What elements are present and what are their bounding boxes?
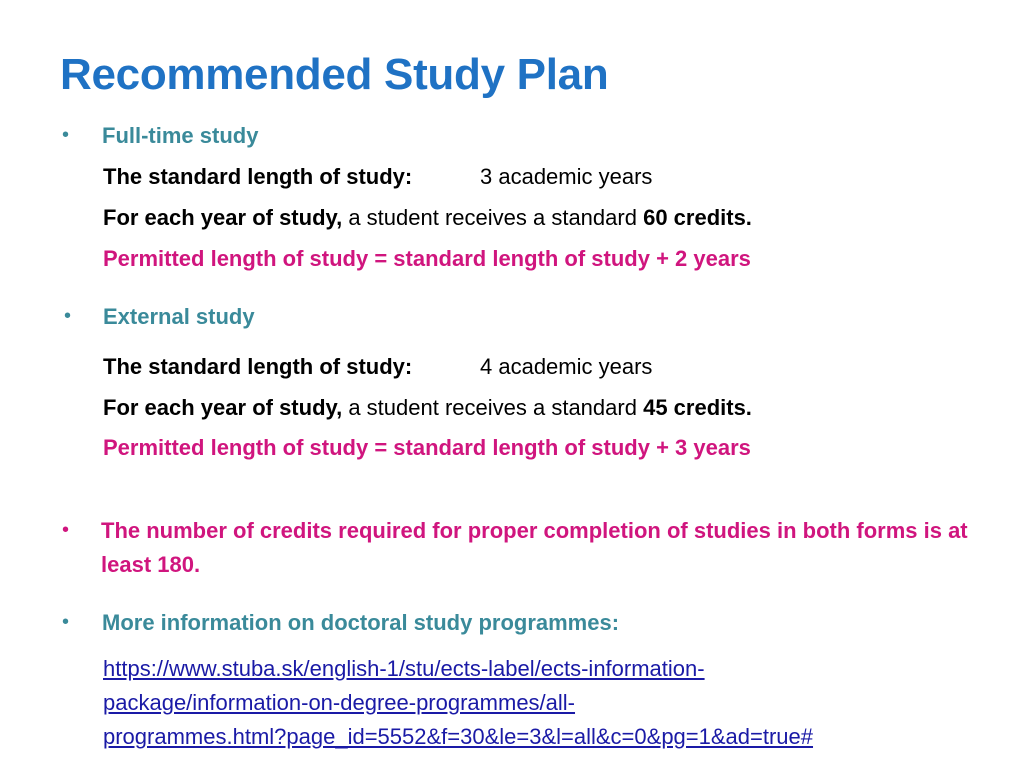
- fulltime-heading: Full-time study: [102, 123, 259, 148]
- fulltime-permitted-length: Permitted length of study = standard length of study + 2 years: [103, 246, 751, 271]
- external-length-label: The standard length of study:: [103, 354, 413, 379]
- bullet-fulltime: •: [62, 124, 70, 146]
- bullet-credits-note: •: [62, 519, 70, 541]
- fulltime-credits-bold: For each year of study,: [103, 205, 343, 230]
- external-credits-text: a student receives a standard: [342, 395, 644, 420]
- bullet-more-info: •: [62, 611, 70, 633]
- programmes-link-line-3[interactable]: programmes.html?page_id=5552&f=30&le=3&l=all&c=0&pg=1&ad=true#: [103, 724, 814, 749]
- programmes-link-line-2[interactable]: package/information-on-degree-programmes/all-: [103, 690, 576, 715]
- external-length-line: [103, 354, 653, 380]
- programmes-link[interactable]: [103, 652, 983, 754]
- page-title: Recommended Study Plan: [60, 50, 609, 99]
- external-credits-value: 45 credits.: [643, 395, 752, 420]
- external-permitted-length: Permitted length of study = standard length of study + 3 years: [103, 435, 751, 460]
- external-credits-bold: For each year of study,: [103, 395, 343, 420]
- programmes-link-line-1[interactable]: https://www.stuba.sk/english-1/stu/ects-label/ects-information-: [103, 656, 705, 681]
- fulltime-length-label: The standard length of study:: [103, 164, 413, 189]
- fulltime-credits-value: 60 credits.: [643, 205, 752, 230]
- external-heading: External study: [103, 304, 255, 329]
- external-credits-line: [103, 395, 752, 421]
- external-length-value: 4 academic years: [480, 354, 653, 379]
- fulltime-credits-text: a student receives a standard: [342, 205, 644, 230]
- more-info-heading: More information on doctoral study programmes:: [102, 610, 620, 635]
- credits-note: The number of credits required for proper completion of studies in both forms is at least 180.: [101, 518, 968, 577]
- fulltime-length-line: [103, 164, 653, 190]
- fulltime-credits-line: [103, 205, 752, 231]
- bullet-external: •: [64, 305, 72, 327]
- fulltime-length-value: 3 academic years: [480, 164, 653, 189]
